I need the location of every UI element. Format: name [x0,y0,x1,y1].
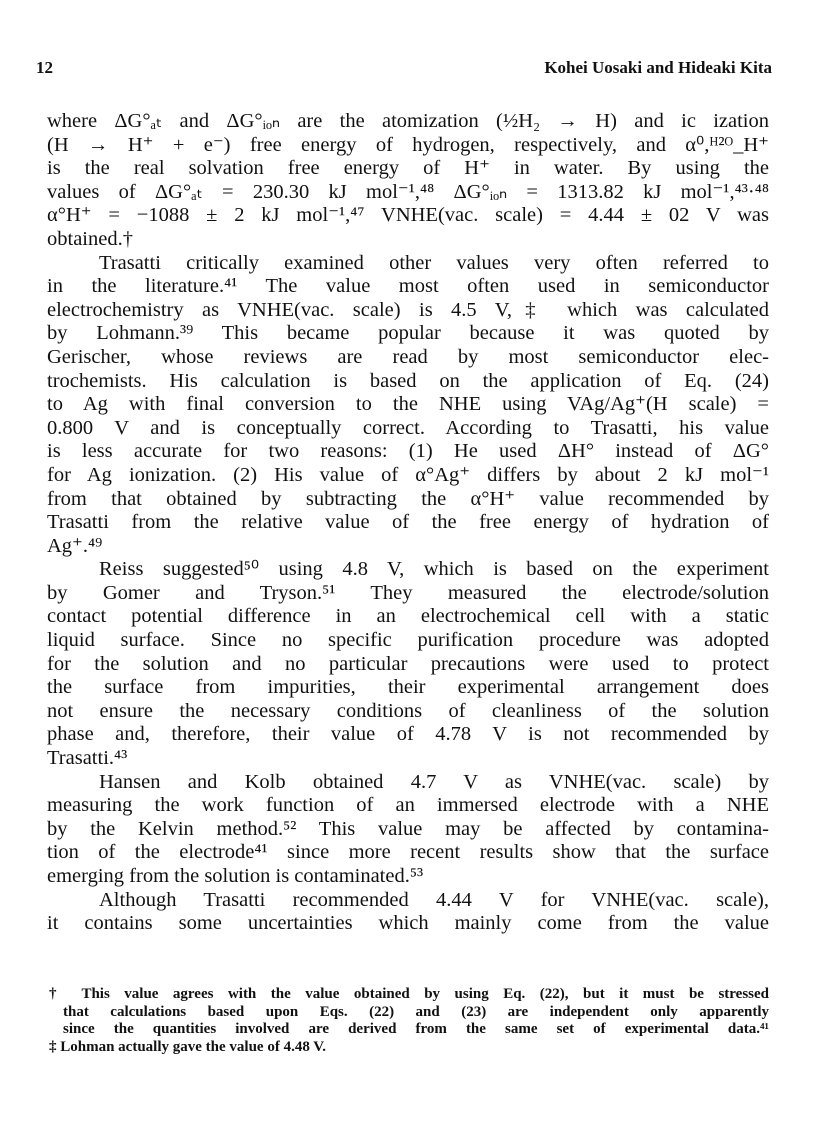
text-line: to Ag with final conversion to the NHE using VAg/Ag⁺(H scale) = [47,393,769,416]
text-line: tion of the electrode⁴¹ since more recent results show that the surface [47,841,769,864]
text-line: emerging from the solution is contaminated.⁵³ [47,865,424,887]
text-line: (H → H⁺ + e⁻) free energy of hydrogen, respectively, and α⁰,ᴴ²ᴼ_H⁺ [47,133,769,156]
text-line: Reiss suggested⁵⁰ using 4.8 V, which is based on the experiment [99,558,769,581]
text-line: Trasatti.⁴³ [47,747,128,770]
text-line: from that obtained by subtracting the α°H⁺ value recommended by [47,487,769,510]
text-line: Trasatti critically examined other values very often referred to [99,251,769,274]
text-line: Although Trasatti recommended 4.44 V for VNHE(vac. scale), [99,888,769,911]
text-line: Trasatti from the relative value of the free energy of hydration of [47,511,769,534]
text-line: by Gomer and Tryson.⁵¹ They measured the electrode/solution [47,581,769,604]
text-line: measuring the work function of an immersed electrode with a NHE [47,794,769,817]
text-line: trochemists. His calculation is based on the application of Eq. (24) [47,369,769,392]
text-line: α°H⁺ = −1088 ± 2 kJ mol⁻¹,⁴⁷ VNHE(vac. scale) = 4.44 ± 02 V was [47,204,769,227]
text-line: obtained.† [47,227,133,250]
text-line: liquid surface. Since no specific purification procedure was adopted [47,629,769,652]
text-line: for the solution and no particular precautions were used to protect [47,652,769,675]
text-line: Hansen and Kolb obtained 4.7 V as VNHE(vac. scale) by [99,770,769,793]
text-line: the surface from impurities, their experimental arrangement does [47,676,769,699]
footnote-line: since the quantities involved are derived from the same set of experimental data.⁴¹ [63,1021,769,1037]
footnote-line: ‡ Lohman actually gave the value of 4.48 V. [49,1038,326,1055]
text-line: in the literature.⁴¹ The value most often used in semiconductor [47,275,769,298]
text-line: where ΔG°ₐₜ and ΔG°ᵢₒₙ are the atomization (½H₂ → H) and ic ization [47,110,769,132]
text-line: not ensure the necessary conditions of cleanliness of the solution [47,699,769,722]
text-line: it contains some uncertainties which mainly come from the value [47,912,769,935]
footnote-line: † This value agrees with the value obtained by using Eq. (22), but it must be stressed [49,986,769,1002]
text-line: electrochemistry as VNHE(vac. scale) is 4.5 V,‡ which was calculated [47,298,769,321]
text-line: by Lohmann.³⁹ This became popular because it was quoted by [47,322,769,345]
running-head-authors: Kohei Uosaki and Hideaki Kita [544,58,772,77]
text-line: 0.800 V and is conceptually correct. According to Trasatti, his value [47,416,769,439]
footnotes [49,986,769,1056]
text-line: contact potential difference in an electrochemical cell with a static [47,605,769,628]
text-line: values of ΔG°ₐₜ = 230.30 kJ mol⁻¹,⁴⁸ ΔG°ᵢₒₙ = 1313.82 kJ mol⁻¹,⁴³·⁴⁸ [47,180,769,203]
text-line: for Ag ionization. (2) His value of α°Ag⁺ differs by about 2 kJ mol⁻¹ [47,463,769,486]
footnote-line: that calculations based upon Eqs. (22) and (23) are independent only apparently [63,1003,769,1020]
text-line: phase and, therefore, their value of 4.78 V is not recommended by [47,723,769,746]
body-text [47,110,769,936]
page-number: 12 [36,58,53,77]
running-header [32,58,772,82]
text-line: is the real solvation free energy of H⁺ in water. By using the [47,157,769,180]
text-line: Ag⁺.⁴⁹ [47,534,103,557]
text-line: is less accurate for two reasons: (1) He used ΔH° instead of ΔG° [47,440,769,463]
text-line: by the Kelvin method.⁵² This value may be affected by contamina- [47,817,769,840]
text-line: Gerischer, whose reviews are read by most semiconductor elec- [47,345,769,368]
